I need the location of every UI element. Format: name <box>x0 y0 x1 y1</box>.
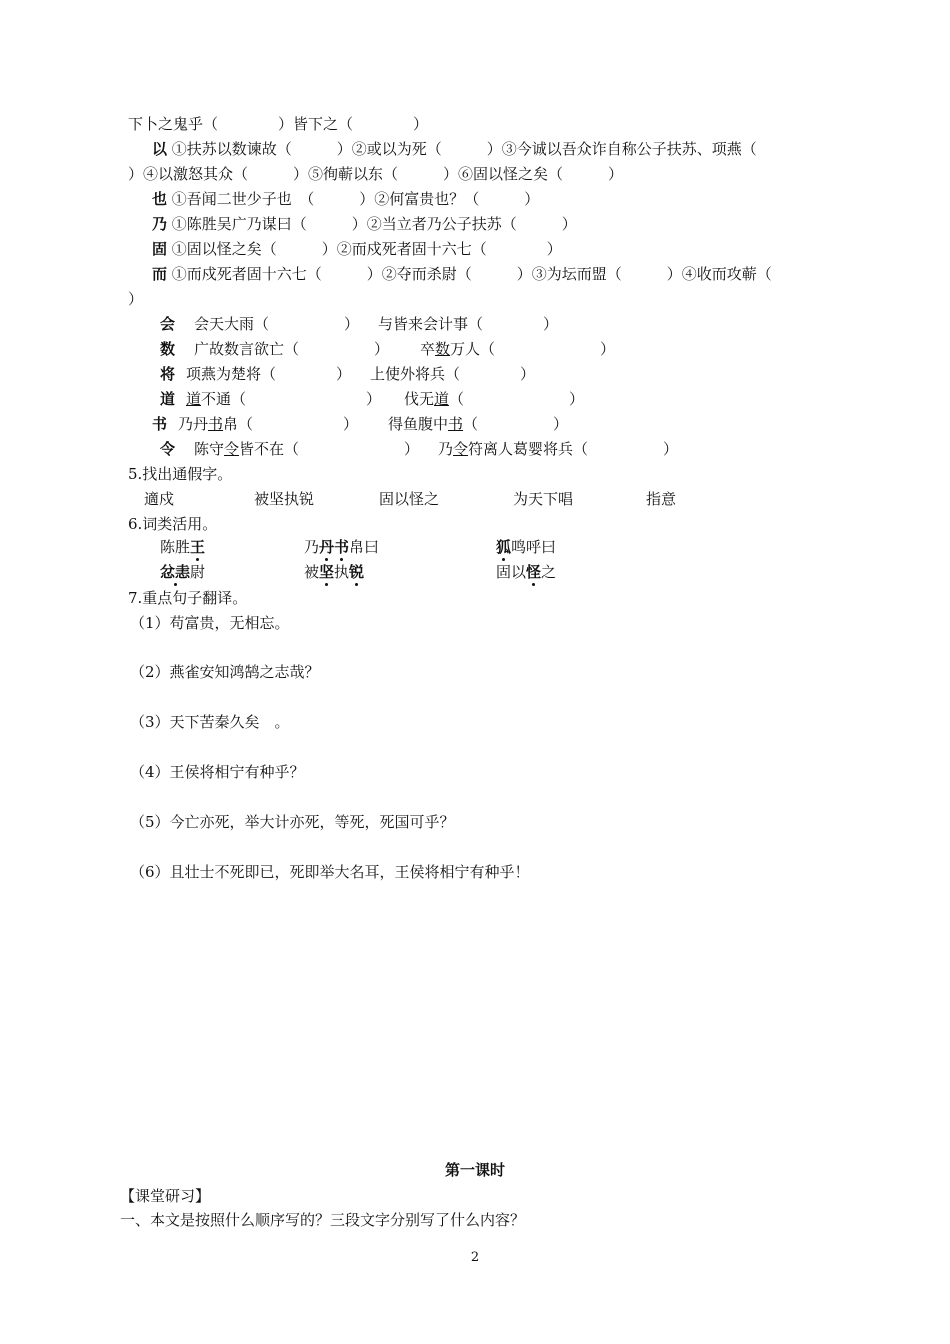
page-number: 2 <box>470 1250 480 1265</box>
jiang-example-a: 项燕为楚将（ ） <box>186 365 352 383</box>
huoyong-item: 固以怪之 <box>496 563 557 581</box>
shu-example-b: 卒数万人（ ） <box>420 340 616 358</box>
section6-heading: 6.词类活用。 <box>128 515 218 533</box>
dao-example-a: 道不通（ ） <box>186 390 382 408</box>
char-er: 而 <box>152 265 168 283</box>
question-line: 一、本文是按照什么顺序写的？三段文字分别写了什么内容？ <box>120 1211 526 1229</box>
tongjia-item: 为天下唱 <box>513 490 574 508</box>
gu-examples: ①固以怪之矣（ ）②而戍死者固十六七（ ） <box>171 240 562 258</box>
char-nai: 乃 <box>152 215 168 233</box>
section-bracket-heading: 【课堂研习】 <box>120 1187 211 1205</box>
er-examples-cont: ） <box>128 290 144 308</box>
shu2-example-b: 得鱼腹中书（ ） <box>388 415 569 433</box>
section7-heading: 7.重点句子翻译。 <box>128 589 248 607</box>
huoyong-item: 狐鸣呼曰 <box>496 538 557 556</box>
entry-er <box>152 264 772 284</box>
huoyong-item: 乃丹书帛曰 <box>304 538 380 556</box>
char-gu: 固 <box>152 240 168 258</box>
char-ye: 也 <box>152 190 168 208</box>
hui-example-a: 会天大雨（ ） <box>194 315 360 333</box>
section5-heading: 5.找出通假字。 <box>128 465 233 483</box>
entry-ye <box>152 189 539 209</box>
translation-item: （6）且壮士不死即已，死即举大名耳，王侯将相宁有种乎！ <box>130 863 530 881</box>
lesson-title: 第一课时 <box>444 1161 505 1179</box>
shu2-example-a: 乃丹书帛（ ） <box>178 415 359 433</box>
line-guhu: 下卜之鬼乎（ ）皆下之（ ） <box>128 115 429 133</box>
jiang-example-b: 上使外将兵（ ） <box>370 365 536 383</box>
ye-examples: ①吾闻二世少子也 （ ）②何富贵也？（ ） <box>171 190 540 208</box>
dao-example-b: 伐无道（ ） <box>404 390 585 408</box>
nai-examples: ①陈胜吴广乃谋曰（ ）②当立者乃公子扶苏（ ） <box>171 215 577 233</box>
translation-item: （4）王侯将相宁有种乎？ <box>130 763 305 781</box>
huoyong-item: 陈胜王 <box>160 538 206 556</box>
entry-nai <box>152 214 577 234</box>
yi-examples-cont: ）④以激怒其众（ ）⑤徇蕲以东（ ）⑥固以怪之矣（ ） <box>128 165 624 183</box>
yi-examples: ①扶苏以数谏故（ ）②或以为死（ ）③今诚以吾众诈自称公子扶苏、项燕（ <box>171 140 757 158</box>
tongjia-item: 指意 <box>646 490 677 508</box>
translation-item: （2）燕雀安知鸿鹄之志哉？ <box>130 663 320 681</box>
char-ling: 令 <box>160 440 176 458</box>
char-jiang: 将 <box>160 365 176 383</box>
char-shu2: 书 <box>152 415 168 433</box>
tongjia-item: 適戍 <box>144 490 175 508</box>
ling-example-b: 乃令符离人葛婴将兵（ ） <box>438 440 679 458</box>
char-yi: 以 <box>152 140 168 158</box>
entry-yi <box>152 139 757 159</box>
huoyong-item: 被坚执锐 <box>304 563 365 581</box>
translation-item: （5）今亡亦死，举大计亦死，等死，死国可乎？ <box>130 813 455 831</box>
char-hui: 会 <box>160 315 176 333</box>
translation-item: （3）天下苦秦久矣 。 <box>130 713 290 731</box>
shu-example-a: 广故数言欲亡（ ） <box>194 340 390 358</box>
hui-example-b: 与皆来会计事（ ） <box>378 315 559 333</box>
char-shu: 数 <box>160 340 176 358</box>
char-dao: 道 <box>160 390 176 408</box>
ling-example-a: 陈守令皆不在（ ） <box>194 440 420 458</box>
huoyong-item: 忿恚尉 <box>160 563 206 581</box>
tongjia-item: 被坚执锐 <box>254 490 315 508</box>
tongjia-item: 固以怪之 <box>379 490 440 508</box>
translation-item: （1）苟富贵，无相忘。 <box>130 614 290 632</box>
er-examples: ①而戍死者固十六七（ ）②夺而杀尉（ ）③为坛而盟（ ）④收而攻蕲（ <box>171 265 772 283</box>
entry-gu <box>152 239 562 259</box>
